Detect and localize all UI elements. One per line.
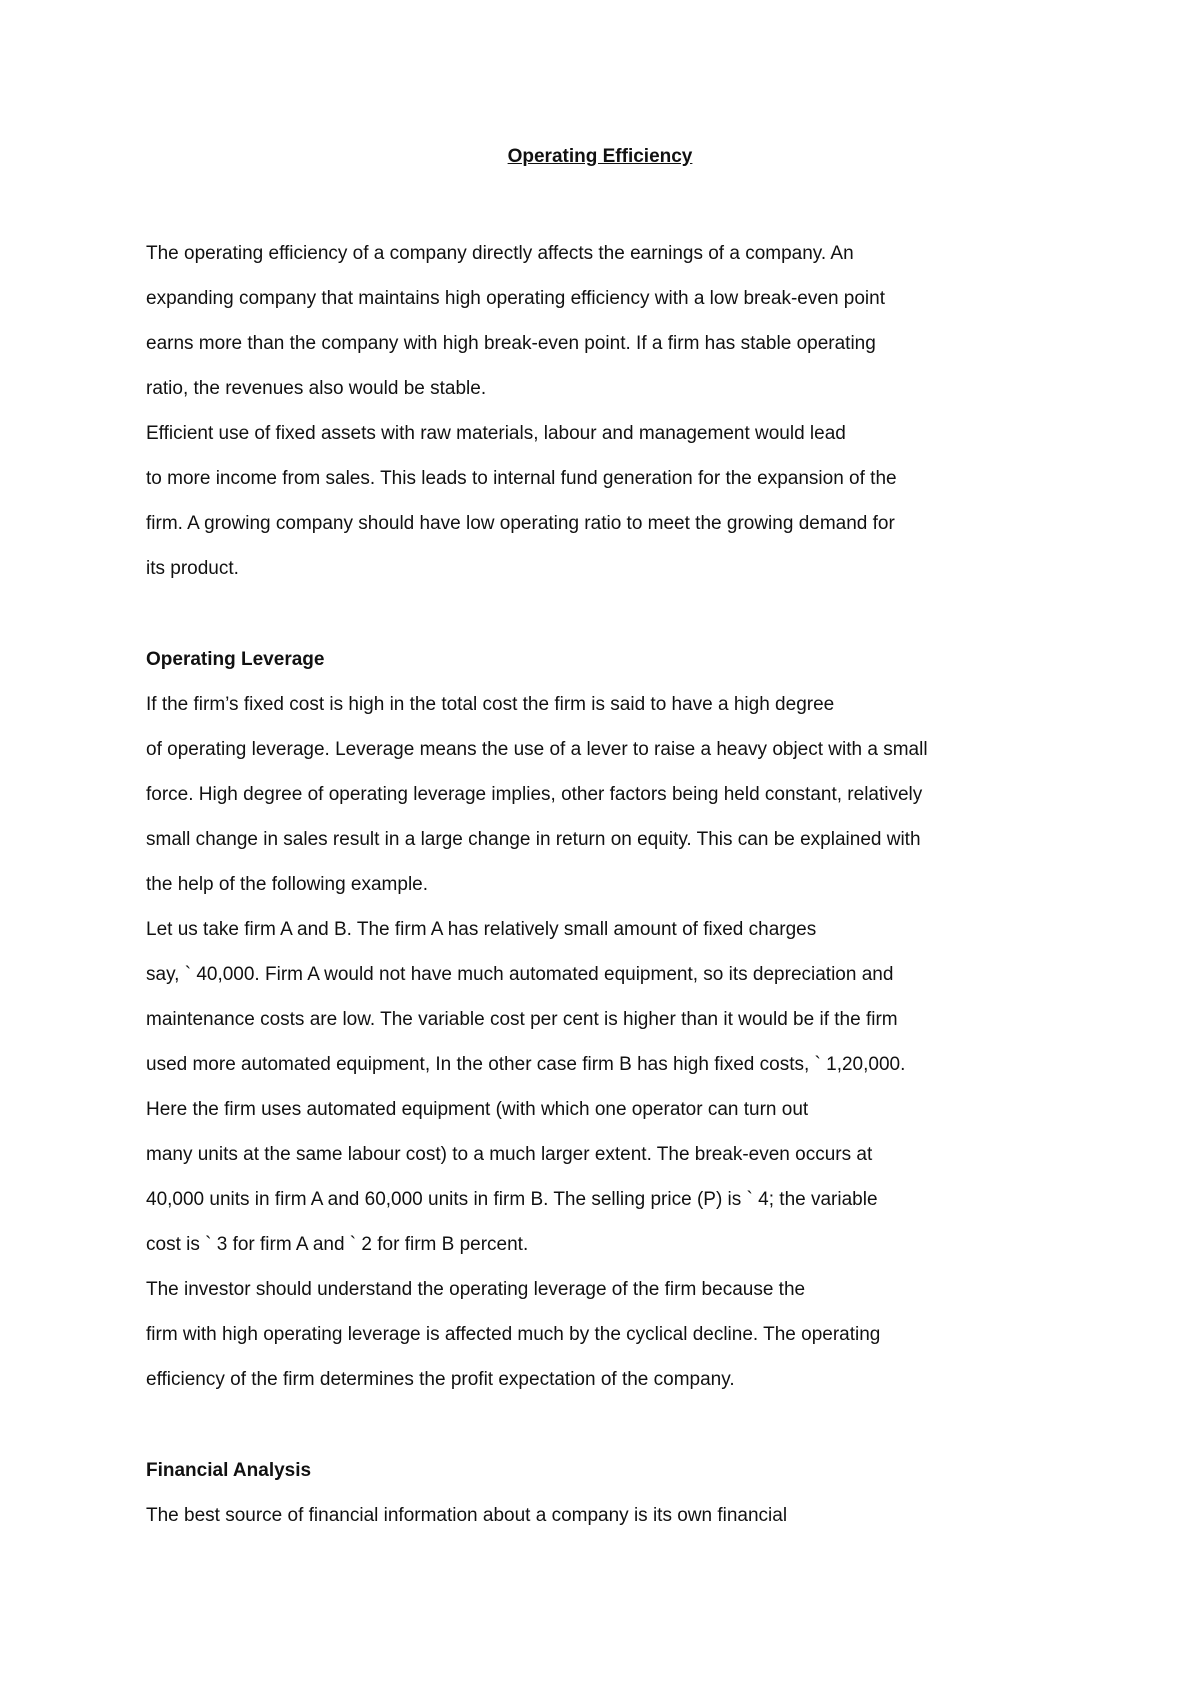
paragraph-line: many units at the same labour cost) to a much larger extent. The break-even occurs at [146, 1144, 873, 1165]
paragraph-line: earns more than the company with high break-even point. If a firm has stable operating [146, 333, 876, 354]
paragraph-line: Here the firm uses automated equipment (with which one operator can turn out [146, 1099, 809, 1120]
paragraph-line: The operating efficiency of a company directly affects the earnings of a company. An [146, 243, 854, 264]
paragraph-line: the help of the following example. [146, 874, 429, 895]
paragraph-line: to more income from sales. This leads to internal fund generation for the expansion of the [146, 468, 897, 489]
paragraph-line: small change in sales result in a large change in return on equity. This can be explained with [146, 829, 921, 850]
section-heading-operating-leverage: Operating Leverage [146, 649, 325, 670]
paragraph-line: 40,000 units in firm A and 60,000 units in firm B. The selling price (P) is ` 4; the variable [146, 1189, 878, 1210]
paragraph-line: force. High degree of operating leverage implies, other factors being held constant, relatively [146, 784, 923, 805]
paragraph-line: Efficient use of fixed assets with raw materials, labour and management would lead [146, 423, 846, 444]
paragraph-line: firm. A growing company should have low operating ratio to meet the growing demand for [146, 513, 895, 534]
section-heading-financial-analysis: Financial Analysis [146, 1460, 312, 1481]
paragraph-line: firm with high operating leverage is affected much by the cyclical decline. The operating [146, 1324, 881, 1345]
paragraph-line: Let us take firm A and B. The firm A has relatively small amount of fixed charges [146, 919, 817, 940]
paragraph-line: The best source of financial information about a company is its own financial [146, 1505, 788, 1526]
paragraph-line: If the firm’s fixed cost is high in the total cost the firm is said to have a high degree [146, 694, 835, 715]
paragraph-line: of operating leverage. Leverage means the use of a lever to raise a heavy object with a small [146, 739, 928, 760]
paragraph-line: say, ` 40,000. Firm A would not have much automated equipment, so its depreciation and [146, 964, 894, 985]
paragraph-line: The investor should understand the operating leverage of the firm because the [146, 1279, 806, 1300]
paragraph-line: used more automated equipment, In the other case firm B has high fixed costs, ` 1,20,000. [146, 1054, 906, 1075]
document-title: Operating Efficiency [507, 146, 693, 167]
paragraph-line: expanding company that maintains high operating efficiency with a low break-even point [146, 288, 885, 309]
paragraph-line: its product. [146, 558, 239, 579]
paragraph-line: ratio, the revenues also would be stable. [146, 378, 487, 399]
paragraph-line: efficiency of the firm determines the profit expectation of the company. [146, 1369, 735, 1390]
paragraph-line: maintenance costs are low. The variable cost per cent is higher than it would be if the firm [146, 1009, 898, 1030]
paragraph-line: cost is ` 3 for firm A and ` 2 for firm B percent. [146, 1234, 529, 1255]
